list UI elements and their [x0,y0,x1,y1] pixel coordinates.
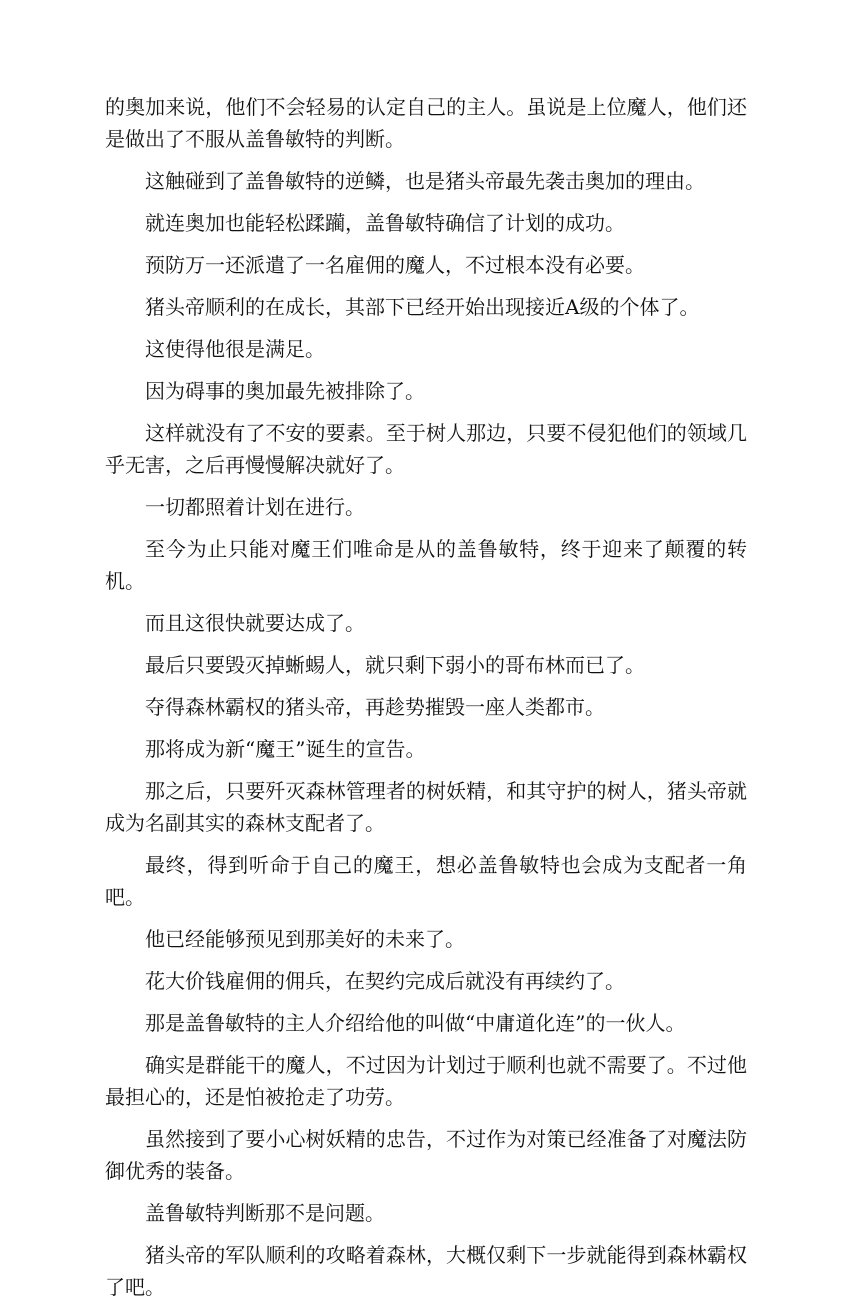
paragraph-21: 虽然接到了要小心树妖精的忠告，不过作为对策已经准备了对魔法防御优秀的装备。 [105,1127,747,1183]
paragraph-9: 一切都照着计划在进行。 [145,495,365,519]
paragraph-7: 因为碍事的奥加最先被排除了。 [145,379,425,403]
paragraph-12: 最后只要毁灭掉蜥蜴人，就只剩下弱小的哥布林而已了。 [145,653,645,677]
paragraph-11: 而且这很快就要达成了。 [145,611,365,635]
paragraph-15: 那之后，只要歼灭森林管理者的树妖精，和其守护的树人，猪头帝就成为名副其实的森林支配者了。 [105,779,747,835]
paragraph-17: 他已经能够预见到那美好的未来了。 [145,927,465,951]
paragraph-5: 猪头帝顺利的在成长，其部下已经开始出现接近A级的个体了。 [145,295,700,319]
paragraph-19: 那是盖鲁敏特的主人介绍给他的叫做“中庸道化连”的一伙人。 [145,1011,686,1035]
paragraph-8: 这样就没有了不安的要素。至于树人那边，只要不侵犯他们的领域几乎无害，之后再慢慢解决就好了。 [105,421,747,477]
paragraph-14: 那将成为新“魔王”诞生的宣告。 [145,737,426,761]
paragraph-20: 确实是群能干的魔人，不过因为计划过于顺利也就不需要了。不过他最担心的，还是怕被抢走了功劳。 [105,1053,747,1109]
paragraph-1: 的奥加来说，他们不会轻易的认定自己的主人。虽说是上位魔人，他们还是做出了不服从盖鲁敏特的判断。 [105,95,747,151]
paragraph-10: 至今为止只能对魔王们唯命是从的盖鲁敏特，终于迎来了颠覆的转机。 [105,537,747,593]
paragraph-4: 预防万一还派遣了一名雇佣的魔人，不过根本没有必要。 [145,253,645,277]
paragraph-18: 花大价钱雇佣的佣兵，在契约完成后就没有再续约了。 [145,969,625,993]
paragraph-6: 这使得他很是满足。 [145,337,325,361]
paragraph-3: 就连奥加也能轻松蹂躏，盖鲁敏特确信了计划的成功。 [145,211,625,235]
paragraph-2: 这触碰到了盖鲁敏特的逆鳞，也是猪头帝最先袭击奥加的理由。 [145,169,705,193]
paragraph-16: 最终，得到听命于自己的魔王，想必盖鲁敏特也会成为支配者一角吧。 [105,853,747,909]
paragraph-23: 猪头帝的军队顺利的攻略着森林，大概仅剩下一步就能得到森林霸权了吧。 [105,1243,747,1299]
paragraph-22: 盖鲁敏特判断那不是问题。 [145,1201,385,1225]
paragraph-13: 夺得森林霸权的猪头帝，再趁势摧毁一座人类都市。 [145,695,605,719]
document-page [105,91,747,1313]
